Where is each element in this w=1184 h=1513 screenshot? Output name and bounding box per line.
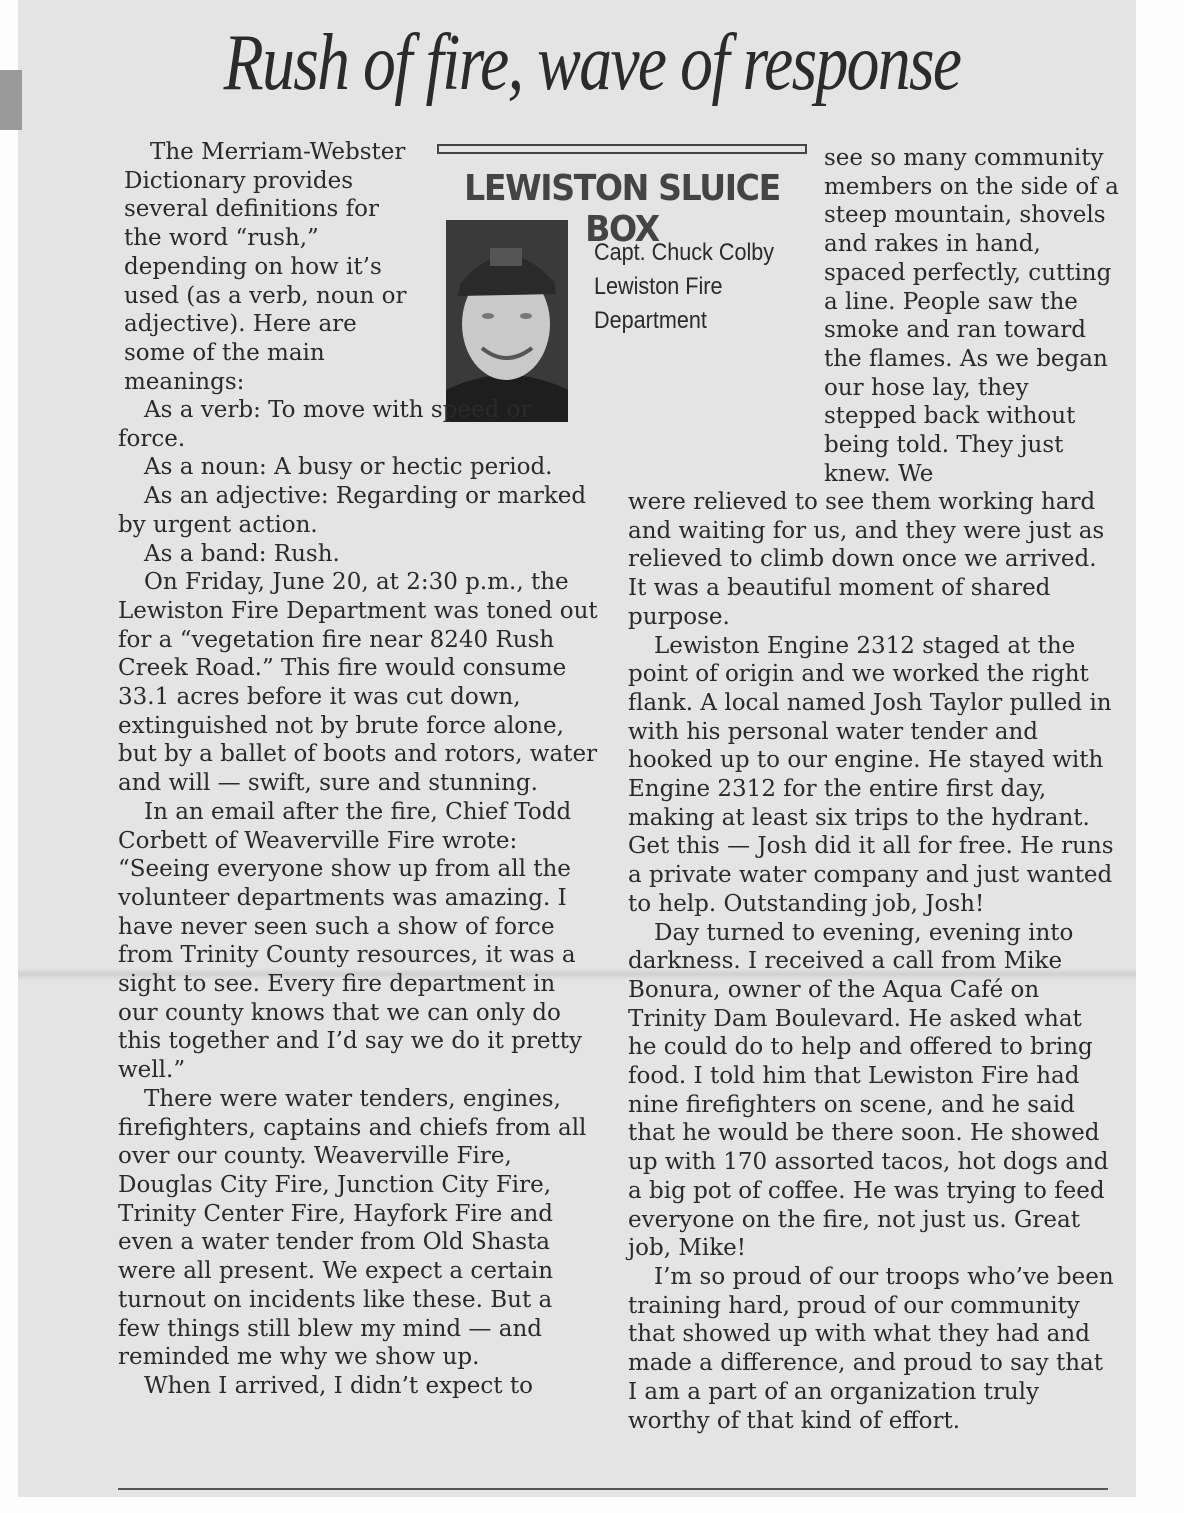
byline xyxy=(594,236,783,338)
bottom-rule xyxy=(118,1488,1108,1490)
paragraph: The Merriam-Webster Dictionary provides several definitions for the word “rush,” depending on how it’s used (as a verb, noun or adjective). Here are some of the main meanings: xyxy=(124,139,407,395)
paragraph: When I arrived, I didn’t expect to xyxy=(144,1372,533,1399)
binder-mark xyxy=(0,70,22,130)
headline: Rush of fire, wave of response xyxy=(223,19,961,107)
column-left xyxy=(118,396,598,1401)
paragraph: Day turned to evening, evening into darkness. I received a call from Mike Bonura, owner of the Aqua Café on Trinity Dam Boulevard. He asked what he could do to help and offered to bring food. I told him that Lewiston Fire had nine firefighters on scene, and he said that he would be there soon. He showed up with 170 assorted tacos, hot dogs and a big pot of coffee. He was trying to feed everyone on the fire, not just us. Great job, Mike! xyxy=(628,919,1109,1262)
column-right-top xyxy=(824,144,1124,488)
byline-name: Capt. Chuck Colby xyxy=(594,239,775,266)
column-top-left xyxy=(124,138,414,396)
paragraph: see so many community members on the side of a steep mountain, shovels and rakes in hand, spaced perfectly, cutting a line. People saw the smoke and ran toward the flames. As we began our hose lay, they stepped back without being told. They just knew. We xyxy=(824,145,1119,487)
byline-org: Lewiston Fire xyxy=(594,273,723,300)
paragraph: On Friday, June 20, at 2:30 p.m., the Lewiston Fire Department was toned out for a “vegetation fire near 8240 Rush Creek Road.” This fire would consume 33.1 acres before it was cut down, extinguished not by brute force alone, but by a ballet of boots and rotors, water and will — swift, sure and stunning. xyxy=(118,569,598,797)
column-header-rule xyxy=(437,144,807,154)
paragraph: I’m so proud of our troops who’ve been training hard, proud of our community that showed up with what they had and made a difference, and proud to say that I am a part of an organization truly worthy of that kind of effort. xyxy=(628,1263,1114,1434)
paragraph: In an email after the fire, Chief Todd Corbett of Weaverville Fire wrote: “Seeing everyone show up from all the volunteer departments was amazing. I have never seen such a show of force from Trinity County resources, it was a sight to see. Every fire department in our county knows that we can only do this together and I’d say we do it pretty well.” xyxy=(118,798,582,1084)
paragraph: As an adjective: Regarding or marked by urgent action. xyxy=(118,483,587,538)
paragraph: There were water tenders, engines, firefighters, captains and chiefs from all over our county. Weaverville Fire, Douglas City Fire, Junction City Fire, Trinity Center Fire, Hayfork Fire and even a water tender from Old Shasta were all present. We expect a certain turnout on incidents like these. But a few things still blew my mind — and reminded me why we show up. xyxy=(118,1085,587,1371)
paragraph: were relieved to see them working hard and waiting for us, and they were just as relieved to climb down once we arrived. It was a beautiful moment of shared purpose. xyxy=(628,489,1105,630)
paragraph: Lewiston Engine 2312 staged at the point of origin and we worked the right flank. A local named Josh Taylor pulled in with his personal water tender and hooked up to our engine. He stayed with Engine 2312 for the entire first day, making at least six trips to the hydrant. Get this — Josh did it all for free. He runs a private water company and just wanted to help. Outstanding job, Josh! xyxy=(628,632,1114,917)
paragraph: As a verb: To move with speed or force. xyxy=(118,397,532,452)
author-photo xyxy=(446,220,568,422)
column-name: LEWISTON SLUICE BOX xyxy=(464,168,780,250)
paragraph: As a noun: A busy or hectic period. xyxy=(144,454,553,481)
byline-org-2: Department xyxy=(594,307,707,334)
column-right xyxy=(628,488,1116,1435)
paragraph: As a band: Rush. xyxy=(144,540,340,567)
portrait-photo-icon xyxy=(446,220,568,422)
